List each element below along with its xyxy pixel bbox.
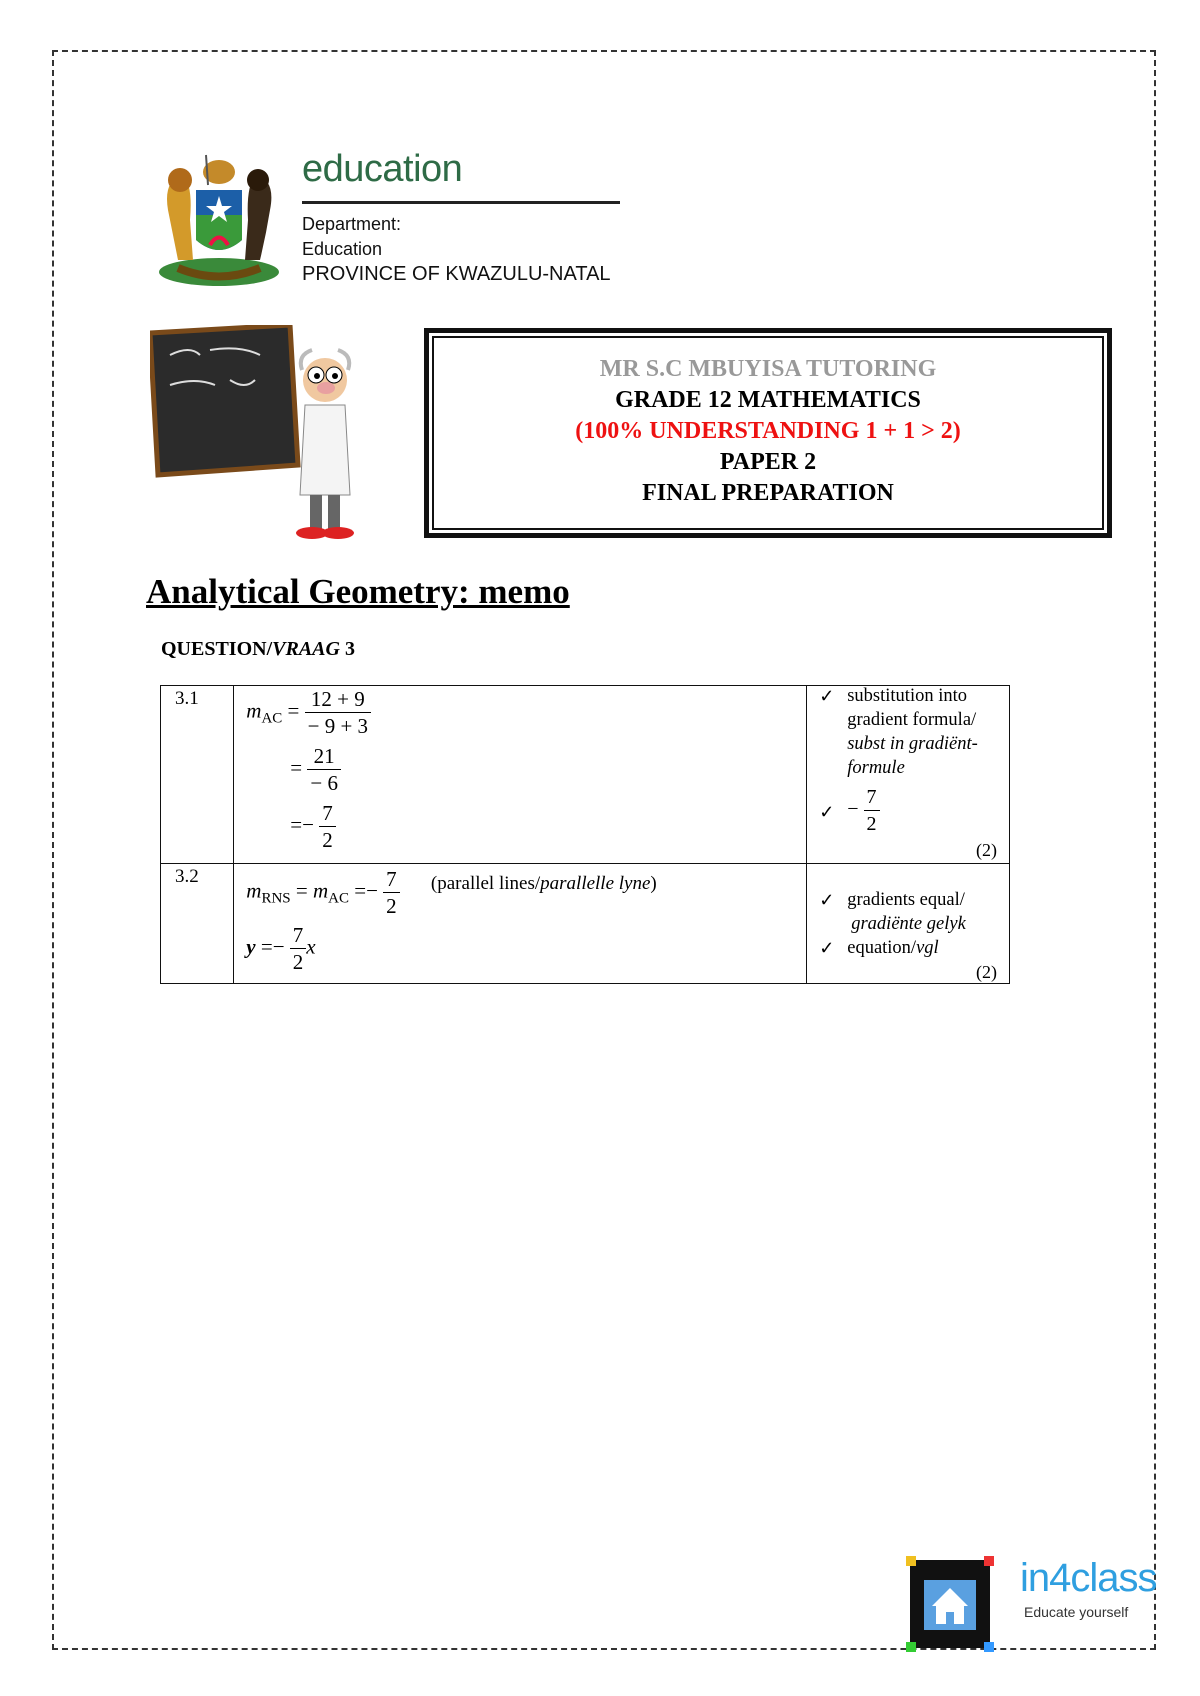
line-equation (246, 922, 315, 975)
title-box-inner (432, 336, 1104, 530)
mark-text: gradient formula/ (847, 710, 977, 730)
kzn-coat-of-arms-logo (148, 150, 290, 292)
points: (2) (976, 962, 997, 982)
fraction-numerator: 12 + 9 (305, 686, 371, 713)
subscript-ac: AC (328, 890, 349, 907)
memo-table (160, 685, 1010, 984)
equals-sign: = (290, 755, 303, 780)
mark-text: gradients equal/ (847, 890, 965, 910)
final-preparation: FINAL PREPARATION (642, 480, 894, 506)
points: (2) (976, 840, 997, 860)
fraction-denominator: 2 (866, 813, 877, 835)
title-box (424, 328, 1112, 538)
minus-sign: − (366, 878, 378, 903)
working-cell (234, 686, 807, 864)
professor-blackboard-illustration (150, 325, 380, 545)
check-icon: ✓ (819, 802, 835, 822)
m-symbol: m (312, 878, 329, 903)
question-label (161, 638, 355, 661)
fraction-numerator: 7 (864, 784, 880, 811)
fraction-numerator: 21 (307, 743, 341, 770)
document-heading: Analytical Geometry: memo (146, 572, 570, 611)
in4class-wordmark: in4class (1020, 1556, 1157, 1600)
fraction-denominator: 2 (292, 950, 304, 974)
x-symbol: x (306, 934, 316, 959)
mark-text-italic: subst in gradiënt- (847, 734, 978, 754)
fraction-numerator: 7 (319, 800, 336, 827)
mark-answer (847, 784, 879, 837)
fraction-denominator: 2 (386, 894, 397, 918)
m-symbol: m (246, 698, 262, 723)
paper-number: PAPER 2 (719, 449, 817, 475)
department-lines (302, 212, 611, 287)
slogan: (100% UNDERSTANDING 1 + 1 > 2) (575, 418, 961, 444)
fraction-denominator: − 9 + 3 (307, 714, 369, 738)
gradient-step-2 (290, 743, 341, 796)
fraction (383, 866, 400, 919)
fraction-numerator: 7 (290, 922, 307, 949)
table-row (161, 686, 1010, 864)
check-icon: ✓ (819, 686, 835, 706)
fraction (319, 800, 336, 853)
mark-text: substitution into (847, 686, 967, 706)
m-symbol: m (246, 878, 262, 903)
check-icon: ✓ (819, 890, 835, 910)
fraction (290, 922, 307, 975)
marks-cell (807, 864, 1010, 984)
equals-sign: = (260, 934, 273, 959)
mark-text-italic: vgl (916, 938, 939, 958)
gradient-step-3 (290, 800, 335, 853)
equals-sign: = (287, 698, 300, 723)
brand-divider (302, 201, 620, 204)
mark-text (847, 758, 905, 779)
department-line-1: Department: (302, 214, 402, 234)
question-number-cell: 3.1 (161, 686, 234, 864)
fraction (307, 743, 341, 796)
subscript-ac: AC (261, 710, 283, 727)
question-number: 3 (339, 638, 355, 660)
note-close: ) (650, 873, 657, 895)
mark-text-italic: formule (847, 758, 905, 778)
question-prefix: QUESTION/ (161, 638, 273, 660)
in4class-home-icon (906, 1556, 994, 1652)
minus-sign: − (302, 812, 314, 837)
mark-text-italic: gradiënte gelyk (851, 914, 966, 934)
mark-text (847, 734, 978, 755)
equals-sign: = (290, 812, 303, 837)
fraction (305, 686, 371, 739)
province-line: PROVINCE OF KWAZULU-NATAL (302, 263, 611, 285)
education-brand: education (302, 148, 463, 190)
question-italic: VRAAG (272, 638, 340, 660)
parallel-gradient (246, 866, 656, 919)
grade-subject: GRADE 12 MATHEMATICS (615, 387, 921, 413)
equals-sign: = (295, 878, 308, 903)
check-icon: ✓ (819, 938, 835, 958)
tutor-name: MR S.C MBUYISA TUTORING (599, 356, 937, 382)
minus-sign: − (847, 798, 859, 821)
in4class-tagline: Educate yourself (1024, 1604, 1129, 1620)
mark-text (847, 938, 938, 959)
gradient-step-1 (246, 686, 371, 739)
department-line-2: Education (302, 239, 383, 259)
y-symbol: y (246, 934, 256, 959)
note-text: (parallel lines/ (430, 873, 541, 895)
note-italic: parallelle lyne (540, 873, 651, 895)
subscript-rns: RNS (261, 890, 291, 907)
fraction (864, 784, 880, 837)
fraction-denominator: 2 (322, 828, 333, 852)
equals-sign: = (354, 878, 367, 903)
mark-text-plain: equation/ (847, 938, 917, 958)
fraction-numerator: 7 (383, 866, 400, 893)
marks-cell (807, 686, 1010, 864)
minus-sign: − (272, 934, 285, 959)
parallel-note (431, 873, 657, 894)
question-number-cell: 3.2 (161, 864, 234, 984)
mark-text (851, 914, 966, 935)
table-row (161, 864, 1010, 984)
fraction-denominator: − 6 (310, 771, 338, 795)
working-cell (234, 864, 807, 984)
